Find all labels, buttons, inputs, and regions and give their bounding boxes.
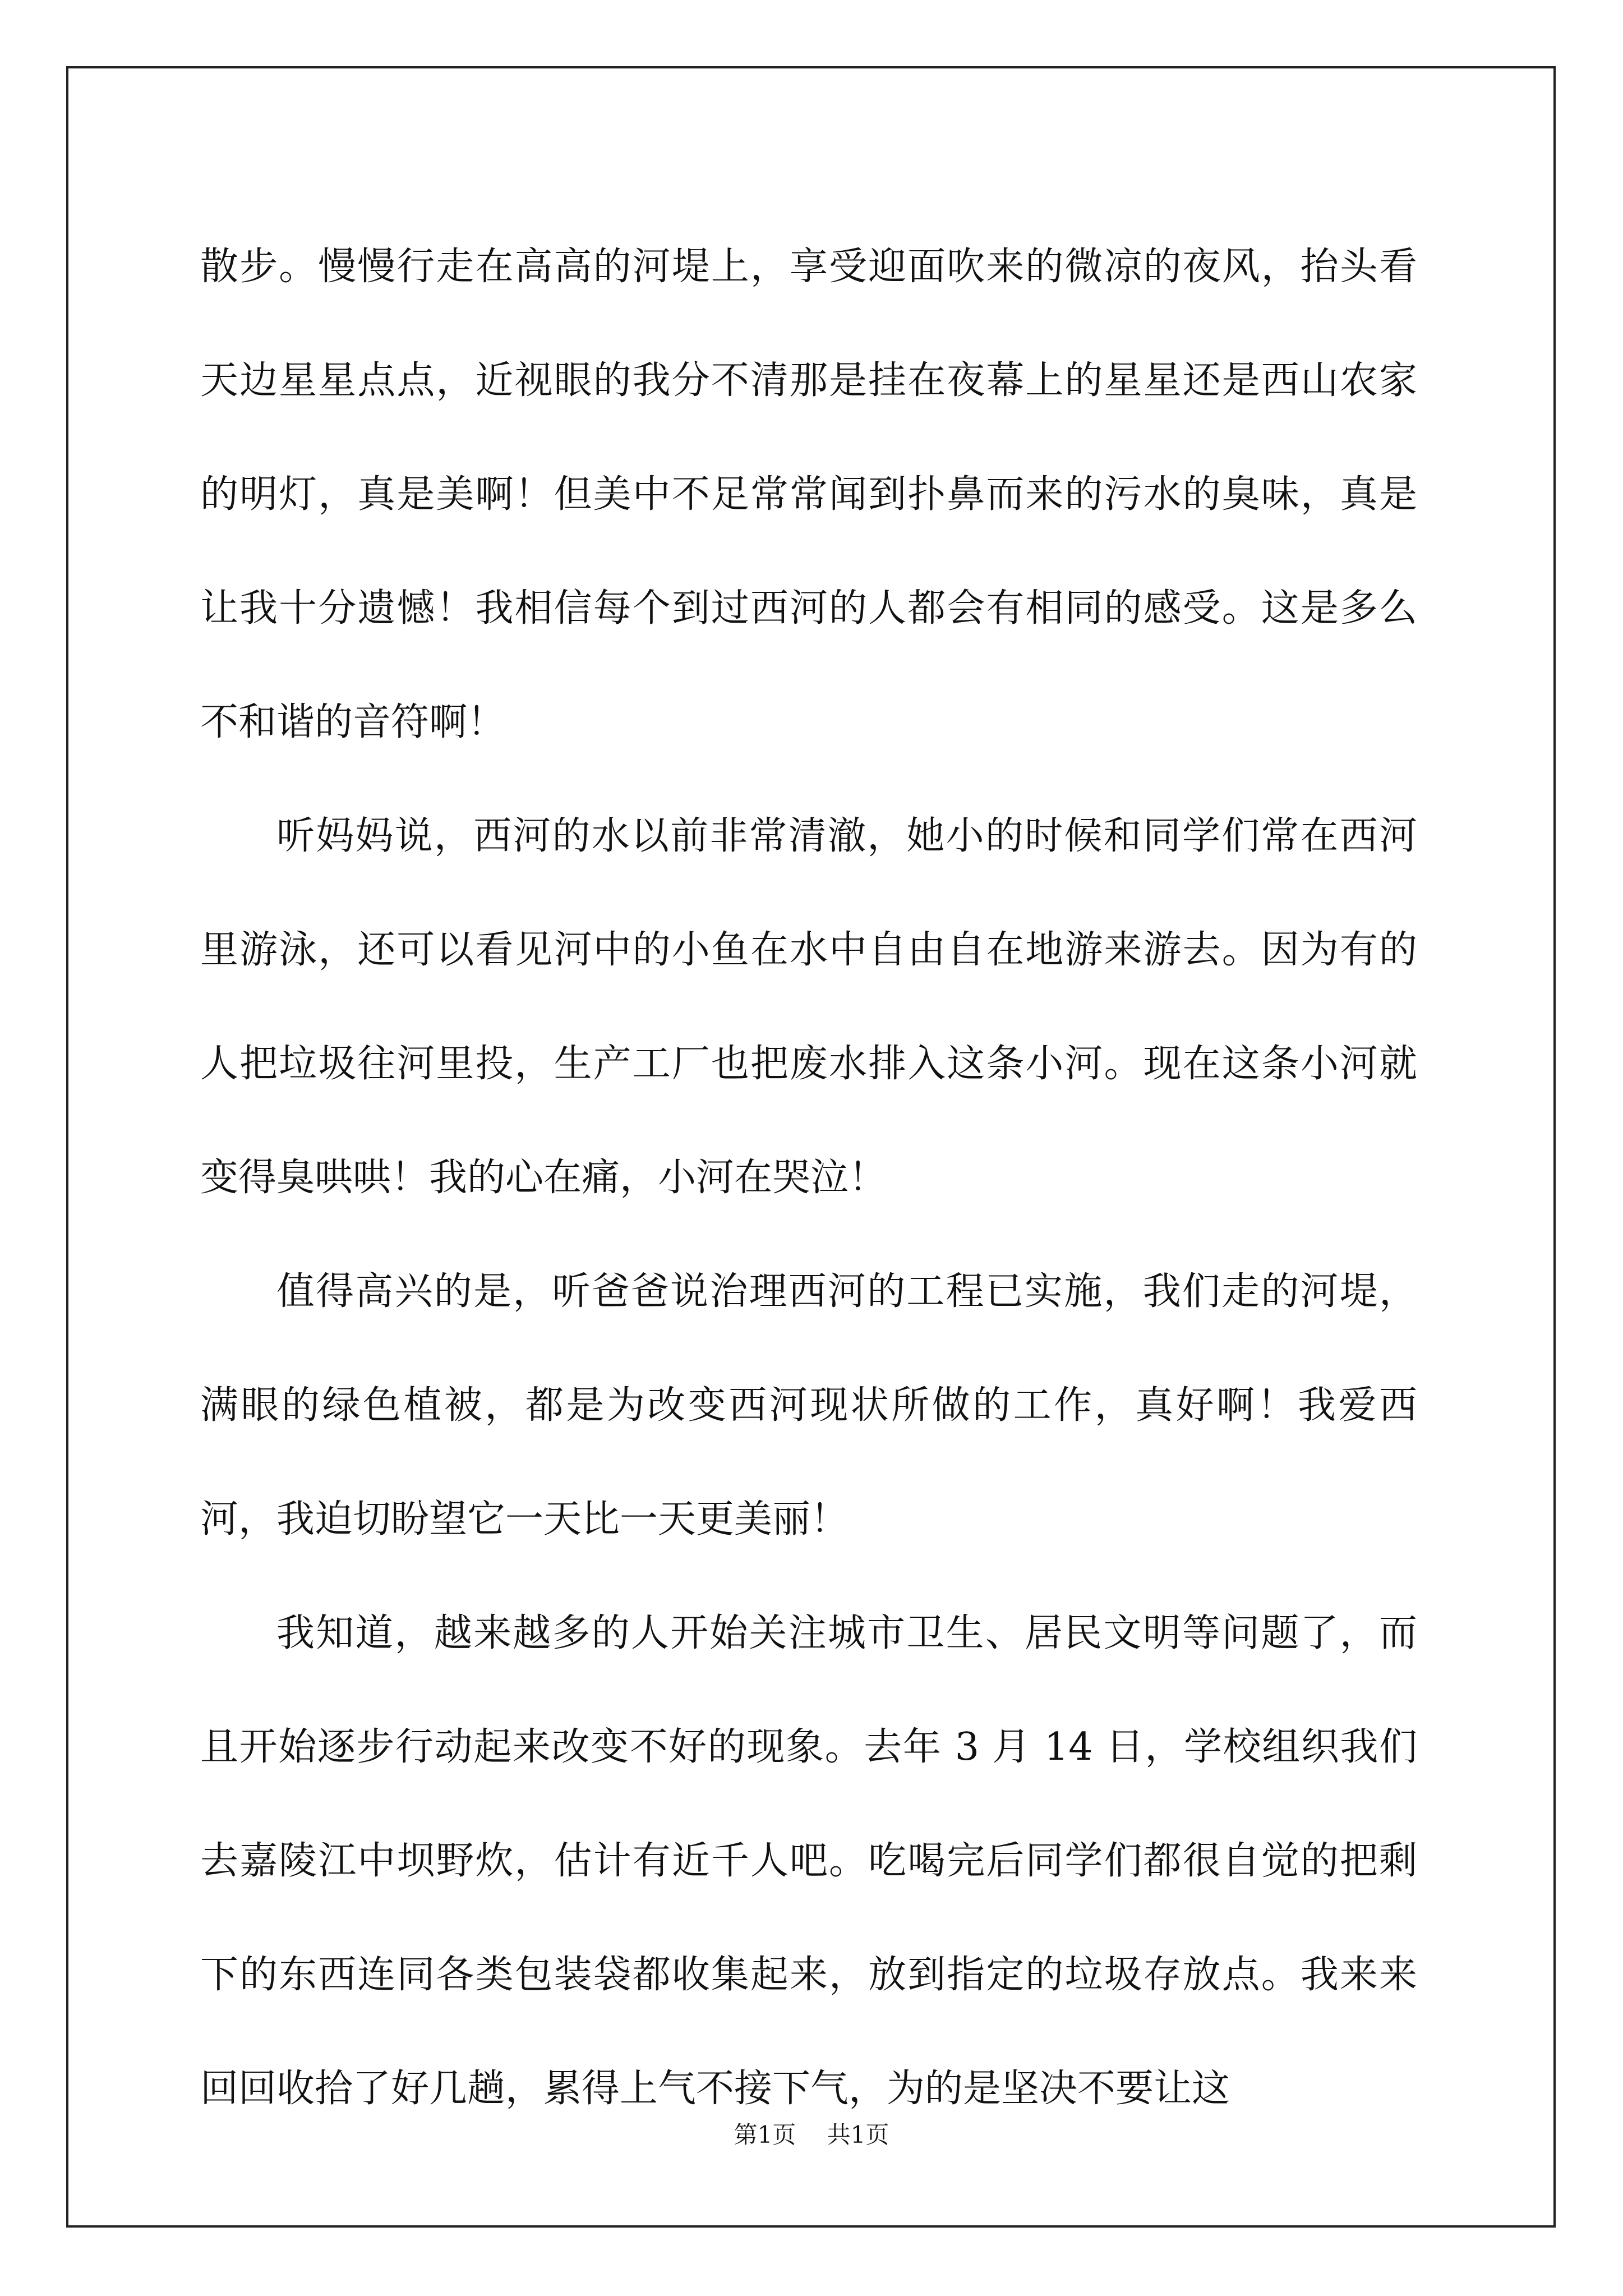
document-body <box>200 210 1417 2146</box>
paragraph-2: 听妈妈说，西河的水以前非常清澈，她小的时候和同学们常在西河里游泳，还可以看见河中的小鱼在水中自由自在地游来游去。因为有的人把垃圾往河里投，生产工厂也把废水排入这条小河。现在这条小河就变得臭哄哄！我的心在痛，小河在哭泣！ <box>200 814 1417 1200</box>
page-number-current: 第1页 <box>734 2121 796 2148</box>
page-footer <box>0 2116 1623 2150</box>
paragraph-1: 散步。慢慢行走在高高的河堤上，享受迎面吹来的微凉的夜风，抬头看天边星星点点，近视眼的我分不清那是挂在夜幕上的星星还是西山农家的明灯，真是美啊！但美中不足常常闻到扑鼻而来的污水的臭味，真是让我十分遗憾！我相信每个到过西河的人都会有相同的感受。这是多么不和谐的音符啊！ <box>200 245 1417 744</box>
page-number-total: 共1页 <box>827 2121 889 2148</box>
paragraph-3: 值得高兴的是，听爸爸说治理西河的工程已实施，我们走的河堤，满眼的绿色植被，都是为改变西河现状所做的工作，真好啊！我爱西河，我迫切盼望它一天比一天更美丽！ <box>200 1269 1417 1542</box>
paragraph-4: 我知道，越来越多的人开始关注城市卫生、居民文明等问题了，而且开始逐步行动起来改变不好的现象。去年 3 月 14 日，学校组织我们去嘉陵江中坝野炊，估计有近千人吧。吃喝完后同学们都很自觉的把剩下的东西连同各类包装袋都收集起来，放到指定的垃圾存放点。我来来回回收拾了好几趟，累得上气不接下气，为的是坚决不要让这 <box>200 1611 1417 2111</box>
